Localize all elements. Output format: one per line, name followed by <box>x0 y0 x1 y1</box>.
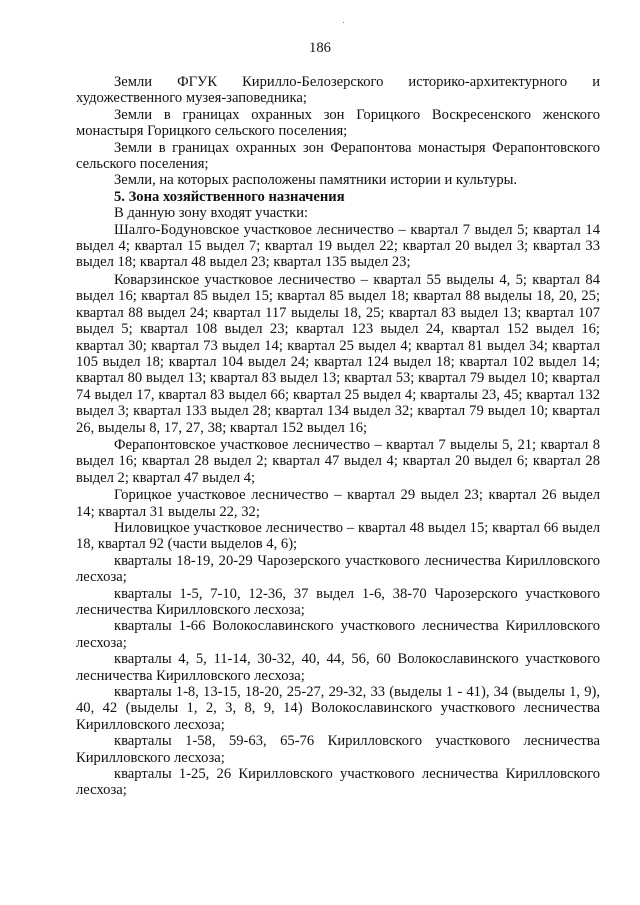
paragraph-lands-monuments: Земли, на которых расположены памятники истории и культуры. <box>114 172 518 189</box>
paragraph-kirillovskoe-1: кварталы 1-58, 59-63, 65-76 Кирилловского участкового лесничества Кирилловского лесхоза; <box>76 733 600 766</box>
paragraph-charozerskoe-2: кварталы 1-5, 7-10, 12-36, 37 выдел 1-6, 38-70 Чарозерского участкового лесничества Кирилловского лесхоза; <box>76 585 600 618</box>
paragraph-intro: В данную зону входят участки: <box>114 205 309 222</box>
paragraph-kovarzinskoe: Коварзинское участковое лесничество – квартал 55 выделы 4, 5; квартал 84 выдел 16; квартал 85 выдел 15; квартал 85 выдел 18; квартал 88 выделы 18, 20, 25; квартал 88 выдел 24; квартал 117 выделы 18, 25; квартал 83 выдел 13; квартал 107 выдел 5; квартал 108 выдел 23; квартал 123 выдел 24, квартал 152 выдел 16; квартал 30; квартал 73 выдел 14; квартал 25 выдел 4; квартал 81 выдел 34; квартал 105 выдел 18; квартал 104 выдел 24; квартал 124 выдел 18; квартал 102 выдел 14; квартал 80 выдел 13; квартал 83 выдел 13; квартал 53; квартал 79 выдел 10; квартал 74 выдел 17, квартал 83 выдел 66; квартал 25 выдел 4; кварталы 23, 45; квартал 132 выдел 3; квартал 133 выдел 28; квартал 134 выдел 32; квартал 79 выдел 10; квартал 26, выделы 8, 17, 27, 38; квартал 152 выдел 16; <box>76 271 600 436</box>
paragraph-kirillovskoe-2: кварталы 1-25, 26 Кирилловского участкового лесничества Кирилловского лесхоза; <box>76 766 600 799</box>
paragraph-charozerskoe-1: кварталы 18-19, 20-29 Чарозерского участкового лесничества Кирилловского лесхоза; <box>76 552 600 586</box>
section-heading: 5. Зона хозяйственного назначения <box>114 188 345 205</box>
paragraph-nilovitskoe: Ниловицкое участковое лесничество – квартал 48 выдел 15; квартал 66 выдел 18, квартал 92 (части выделов 4, 6); <box>76 519 600 553</box>
paragraph-volokoslavinskoe-2: кварталы 4, 5, 11-14, 30-32, 40, 44, 56, 60 Волокославинского участкового лесничества Кирилловского лесхоза; <box>76 651 600 684</box>
paragraph-shalgo-bodunovskoe: Шалго-Бодуновское участковое лесничество – квартал 7 выдел 5; квартал 14 выдел 4; квартал 15 выдел 7; квартал 19 выдел 22; квартал 20 выдел 3; квартал 33 выдел 18; квартал 48 выдел 23; квартал 135 выдел 23; <box>76 221 600 271</box>
paragraph-ferapontovskoe: Ферапонтовское участковое лесничество – квартал 7 выделы 5, 21; квартал 8 выдел 16; квартал 28 выдел 2; квартал 47 выдел 4; квартал 20 выдел 6; квартал 28 выдел 2; квартал 47 выдел 4; <box>76 436 600 486</box>
paragraph-lands-ferapontov: Земли в границах охранных зон Ферапонтова монастыря Ферапонтовского сельского поселения; <box>76 139 600 173</box>
paragraph-goritskoe: Горицкое участковое лесничество – квартал 29 выдел 23; квартал 26 выдел 14; квартал 31 выделы 22, 32; <box>76 487 600 520</box>
paragraph-lands-fguk: Земли ФГУК Кирилло-Белозерского историко-архитектурного и художественного музея-заповедника; <box>76 74 600 107</box>
document-body <box>76 74 600 799</box>
paragraph-volokoslavinskoe-3: кварталы 1-8, 13-15, 18-20, 25-27, 29-32, 33 (выделы 1 - 41), 34 (выделы 1, 9), 40, 42 (выделы 1, 2, 3, 8, 9, 14) Волокославинского участкового лесничества Кирилловского лесхоза; <box>76 684 600 733</box>
scan-speck <box>343 22 344 23</box>
page-number: 186 <box>309 40 331 56</box>
paragraph-lands-goritsky: Земли в границах охранных зон Горицкого Воскресенского женского монастыря Горицкого сельского поселения; <box>76 106 600 140</box>
paragraph-volokoslavinskoe-1: кварталы 1-66 Волокославинского участкового лесничества Кирилловского лесхоза; <box>76 618 600 651</box>
